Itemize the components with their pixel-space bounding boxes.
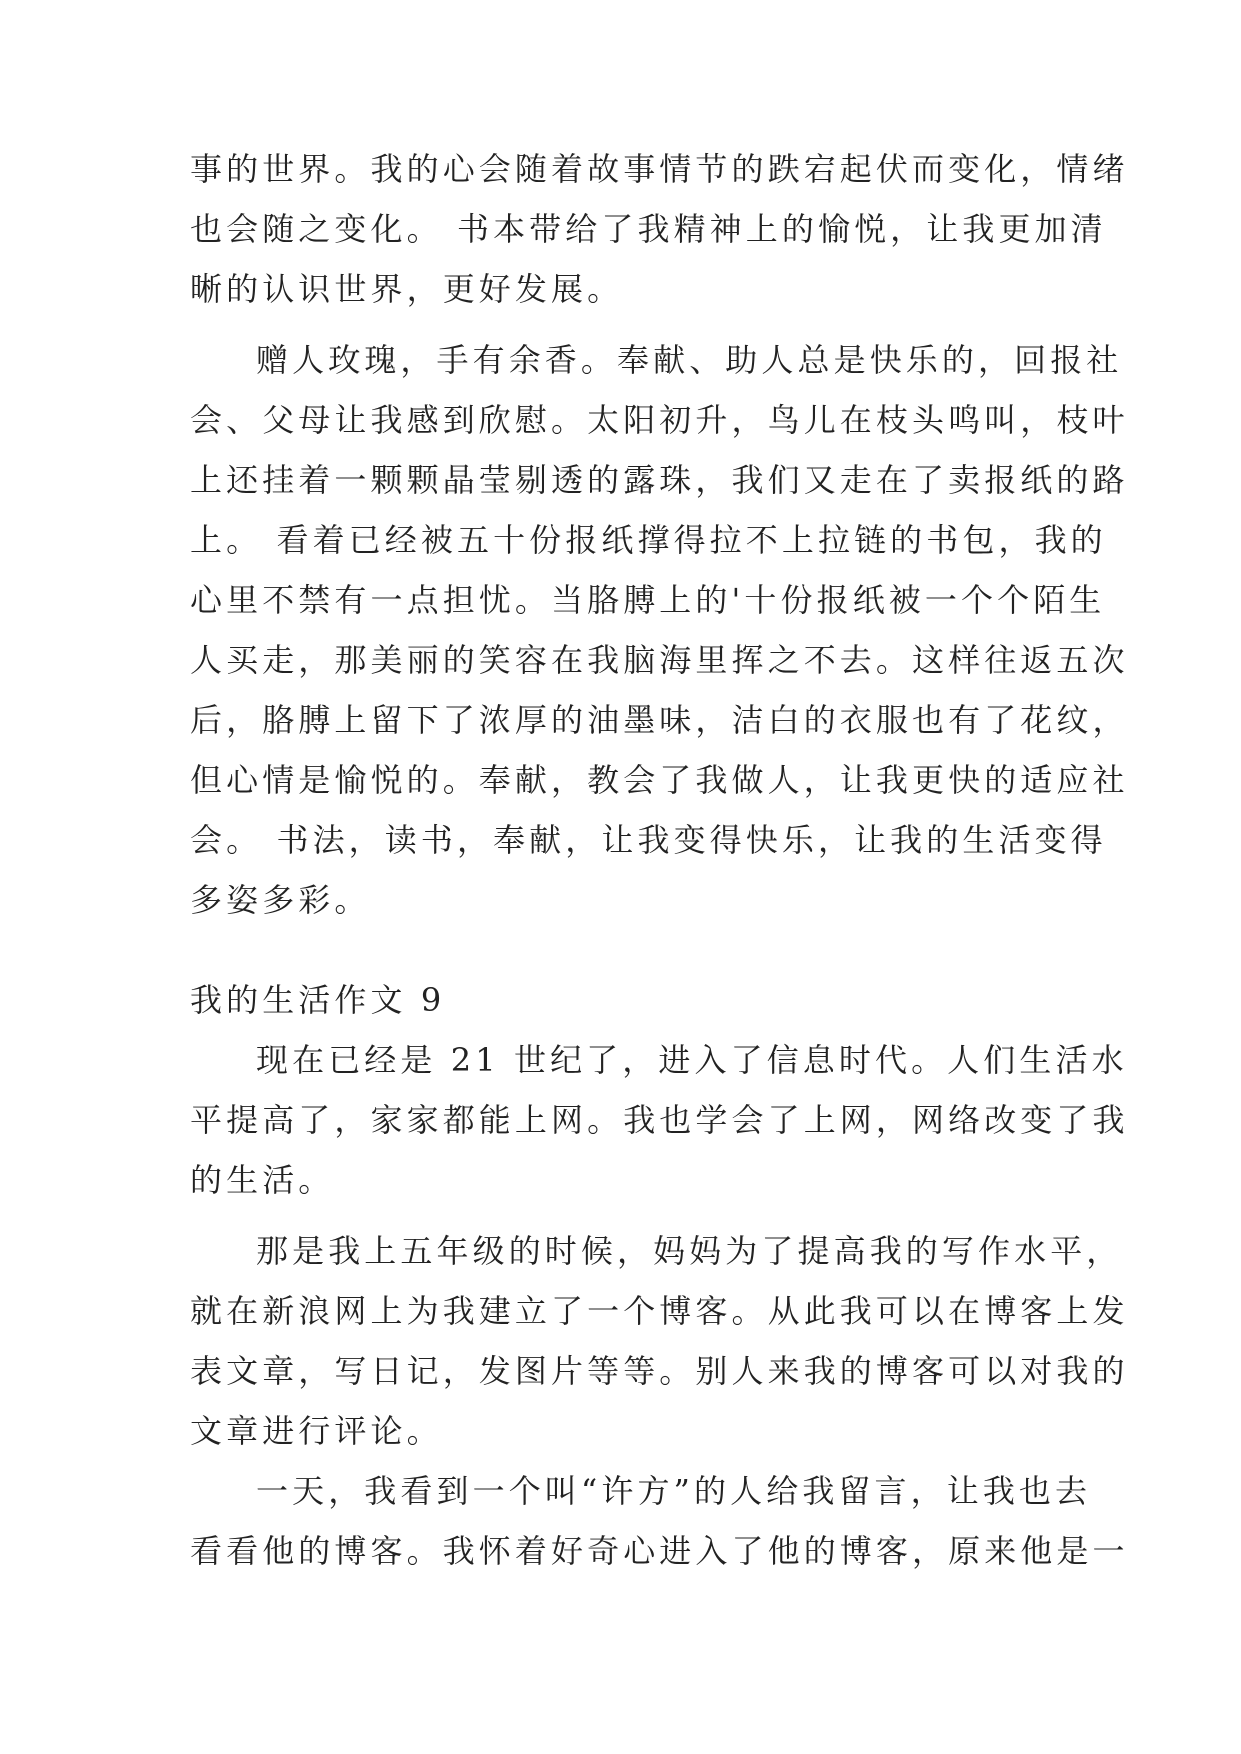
paragraph-5-line: 一天，我看到一个叫“许方”的人给我留言，让我也去 bbox=[256, 1472, 1092, 1510]
paragraph-2-line: 但心情是愉悦的。奉献，教会了我做人，让我更快的适应社 bbox=[190, 761, 1129, 799]
paragraph-2-line: 上还挂着一颗颗晶莹剔透的露珠，我们又走在了卖报纸的路 bbox=[190, 461, 1129, 499]
paragraph-4-line: 表文章，写日记，发图片等等。别人来我的博客可以对我的 bbox=[190, 1352, 1129, 1390]
paragraph-4-line: 文章进行评论。 bbox=[190, 1412, 443, 1450]
paragraph-2-line: 会。 书法，读书，奉献，让我变得快乐，让我的生活变得 bbox=[190, 821, 1107, 859]
paragraph-2-line: 会、父母让我感到欣慰。太阳初升，鸟儿在枝头鸣叫，枝叶 bbox=[190, 401, 1129, 439]
paragraph-2-line: 上。 看着已经被五十份报纸撑得拉不上拉链的书包，我的 bbox=[190, 521, 1107, 559]
paragraph-3-line: 现在已经是 21 世纪了，进入了信息时代。人们生活水 bbox=[256, 1041, 1128, 1079]
paragraph-1-line: 晰的认识世界，更好发展。 bbox=[190, 270, 624, 308]
paragraph-2-line: 赠人玫瑰，手有余香。奉献、助人总是快乐的，回报社 bbox=[256, 341, 1123, 379]
paragraph-4-line: 那是我上五年级的时候，妈妈为了提高我的写作水平， bbox=[256, 1232, 1123, 1270]
paragraph-2-line: 心里不禁有一点担忧。当胳膊上的'十份报纸被一个个陌生 bbox=[190, 581, 1106, 619]
paragraph-1-line: 事的世界。我的心会随着故事情节的跌宕起伏而变化，情绪 bbox=[190, 150, 1129, 188]
paragraph-2-line: 人买走，那美丽的笑容在我脑海里挥之不去。这样往返五次 bbox=[190, 641, 1129, 679]
paragraph-3-line: 平提高了，家家都能上网。我也学会了上网，网络改变了我 bbox=[190, 1101, 1129, 1139]
paragraph-2-line: 后，胳膊上留下了浓厚的油墨味，洁白的衣服也有了花纹， bbox=[190, 701, 1129, 739]
paragraph-2-line: 多姿多彩。 bbox=[190, 881, 371, 919]
paragraph-5-line: 看看他的博客。我怀着好奇心进入了他的博客，原来他是一 bbox=[190, 1532, 1129, 1570]
section-title: 我的生活作文 9 bbox=[190, 981, 446, 1019]
paragraph-3-line: 的生活。 bbox=[190, 1161, 335, 1199]
paragraph-4-line: 就在新浪网上为我建立了一个博客。从此我可以在博客上发 bbox=[190, 1292, 1129, 1330]
paragraph-1-line: 也会随之变化。 书本带给了我精神上的愉悦，让我更加清 bbox=[190, 210, 1107, 248]
